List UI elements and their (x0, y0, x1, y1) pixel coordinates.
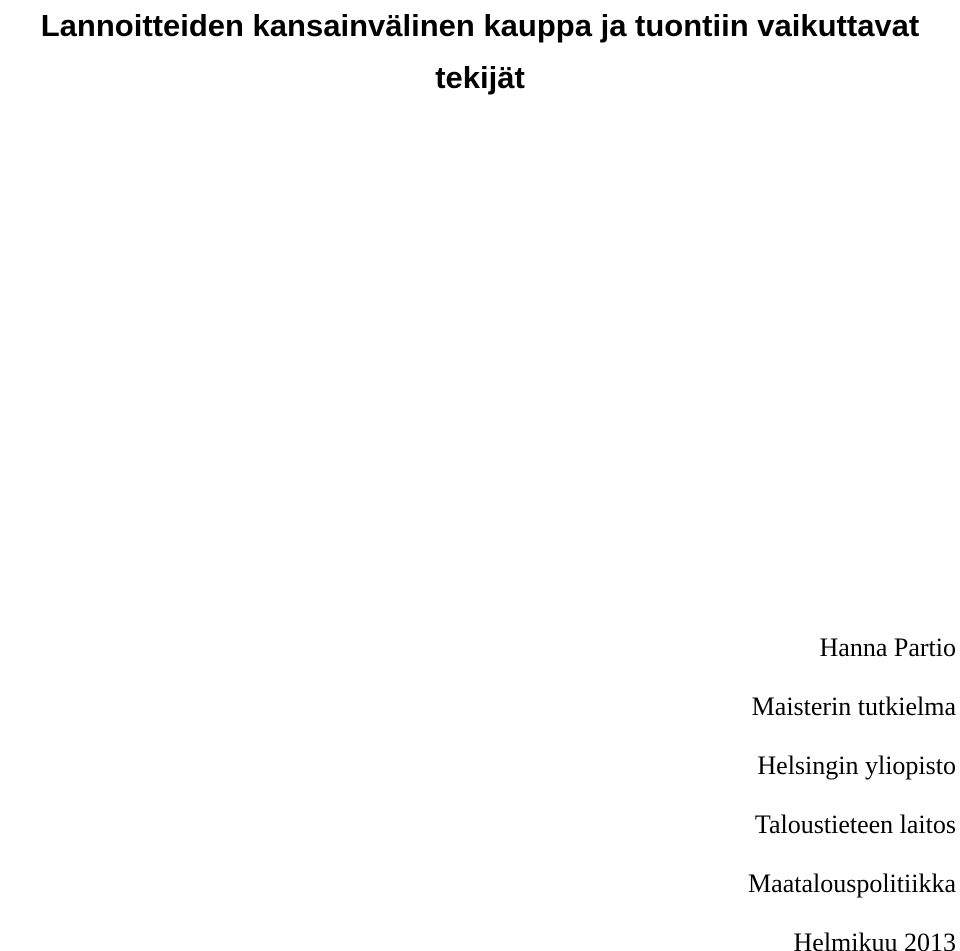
university-name: Helsingin yliopisto (757, 751, 956, 780)
publication-date: Helmikuu 2013 (793, 928, 956, 951)
department-name: Taloustieteen laitos (754, 810, 956, 839)
author-name: Hanna Partio (819, 633, 956, 662)
subject-name: Maatalouspolitiikka (748, 869, 956, 898)
document-title: Lannoitteiden kansainvälinen kauppa ja tuontiin vaikuttavat tekijät (40, 8, 920, 95)
thesis-type: Maisterin tutkielma (751, 692, 956, 721)
title-page-details (356, 628, 956, 951)
